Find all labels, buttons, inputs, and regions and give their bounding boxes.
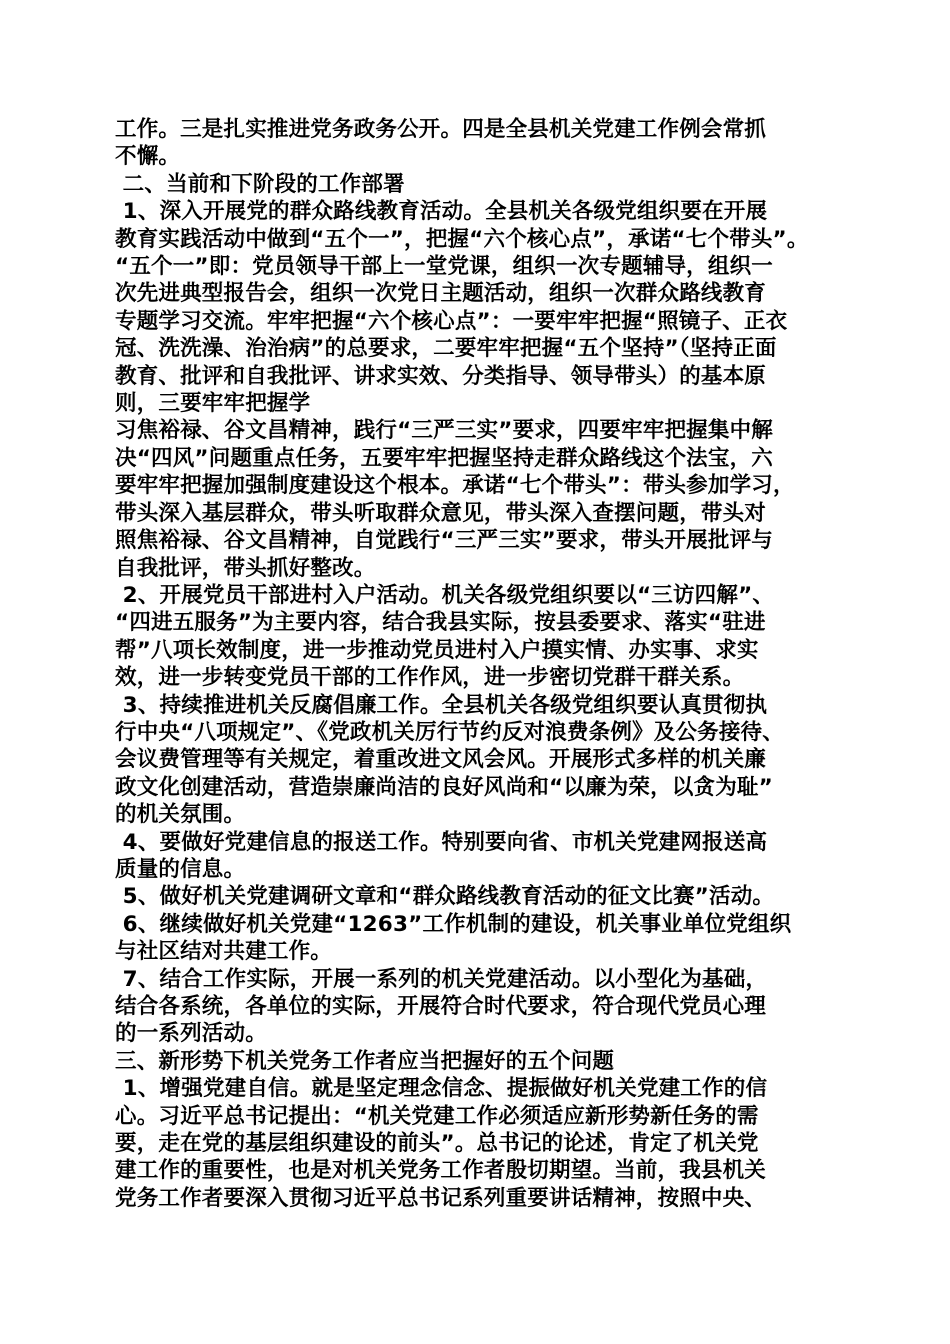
text-line: 行中央“八项规定”、《党政机关厉行节约反对浪费条例》及公务接待、 xyxy=(115,719,784,745)
text-line: 次先进典型报告会，组织一次党日主题活动，组织一次群众路线教育 xyxy=(115,281,767,307)
text-line: 5、做好机关党建调研文章和“群众路线教育活动的征文比赛”活动。 xyxy=(115,884,775,910)
text-line: 工作。三是扎实推进党务政务公开。四是全县机关党建工作例会常抓 xyxy=(115,117,767,142)
text-line: 与社区结对共建工作。 xyxy=(115,939,333,965)
text-line: 不懈。 xyxy=(115,144,181,170)
text-line: 结合各系统，各单位的实际，开展符合时代要求，符合现代党员心理 xyxy=(115,994,767,1019)
text-line: 冠、洗洗澡、治治病”的总要求，二要牢牢把握“五个坚持”（坚持正面 xyxy=(115,336,777,362)
text-line: 自我批评，带头抓好整改。 xyxy=(115,555,376,581)
text-line: 心。习近平总书记提出：“机关党建工作必须适应新形势新任务的需 xyxy=(115,1103,759,1129)
text-line: 效，进一步转变党员干部的工作作风，进一步密切党群干群关系。 xyxy=(115,665,745,691)
text-line: 1、增强党建自信。就是坚定理念信念、提振做好机关党建工作的信 xyxy=(115,1076,768,1102)
text-line: 三、新形势下机关党务工作者应当把握好的五个问题 xyxy=(115,1048,615,1074)
text-line: 则，三要牢牢把握学 xyxy=(115,391,311,417)
text-line: “五个一”即：党员领导干部上一堂党课，组织一次专题辅导，组织一 xyxy=(115,254,773,280)
text-line: 2、开展党员干部进村入户活动。机关各级党组织要以“三访四解”、 xyxy=(115,582,775,608)
text-line: 7、结合工作实际，开展一系列的机关党建活动。以小型化为基础， xyxy=(115,966,768,992)
text-line: 党务工作者要深入贯彻习近平总书记系列重要讲话精神，按照中央、 xyxy=(115,1185,767,1211)
text-line: 教育、批评和自我批评、讲求实效、分类指导、领导带头）的基本原 xyxy=(115,363,767,389)
text-line: 质量的信息。 xyxy=(115,856,246,882)
text-line: 的机关氛围。 xyxy=(115,802,246,828)
text-line: 习焦裕禄、谷文昌精神，践行“三严三实”要求，四要牢牢把握集中解 xyxy=(115,418,773,444)
text-line: 教育实践活动中做到“五个一”，把握“六个核心点”，承诺“七个带头”。 xyxy=(115,226,809,252)
text-line: 建工作的重要性，也是对机关党务工作者殷切期望。当前，我县机关 xyxy=(115,1158,767,1184)
text-line: 要牢牢把握加强制度建设这个根本。承诺“七个带头”：带头参加学习， xyxy=(115,473,795,499)
text-line: “四进五服务”为主要内容，结合我县实际，按县委要求、落实“驻进 xyxy=(115,610,766,636)
text-line: 会议费管理等有关规定，着重改进文风会风。开展形式多样的机关廉 xyxy=(115,747,767,773)
text-line: 的一系列活动。 xyxy=(115,1021,267,1047)
text-line: 3、持续推进机关反腐倡廉工作。全县机关各级党组织要认真贯彻执 xyxy=(115,692,768,718)
text-line: 政文化创建活动，营造崇廉尚洁的良好风尚和“以廉为荣，以贪为耻” xyxy=(115,774,773,800)
text-line: 要，走在党的基层组织建设的前头”。总书记的论述，肯定了机关党 xyxy=(115,1131,759,1157)
text-line: 带头深入基层群众，带头听取群众意见，带头深入查摆问题，带头对 xyxy=(115,500,767,526)
text-line: 决“四风”问题重点任务，五要牢牢把握坚持走群众路线这个法宝，六 xyxy=(115,445,773,471)
text-line: 6、继续做好机关党建“1263”工作机制的建设，机关事业单位党组织 xyxy=(115,911,792,937)
text-line: 4、要做好党建信息的报送工作。特别要向省、市机关党建网报送高 xyxy=(115,829,768,855)
text-line: 1、深入开展党的群众路线教育活动。全县机关各级党组织要在开展 xyxy=(115,199,768,225)
text-line: 帮”八项长效制度，进一步推动党员进村入户摸实情、办实事、求实 xyxy=(115,637,759,663)
text-line: 二、当前和下阶段的工作部署 xyxy=(115,171,405,197)
text-line: 专题学习交流。牢牢把握“六个核心点”：一要牢牢把握“照镜子、正衣 xyxy=(115,308,788,334)
document-body xyxy=(115,116,837,1212)
text-line: 照焦裕禄、谷文昌精神，自觉践行“三严三实”要求，带头开展批评与 xyxy=(115,528,773,554)
